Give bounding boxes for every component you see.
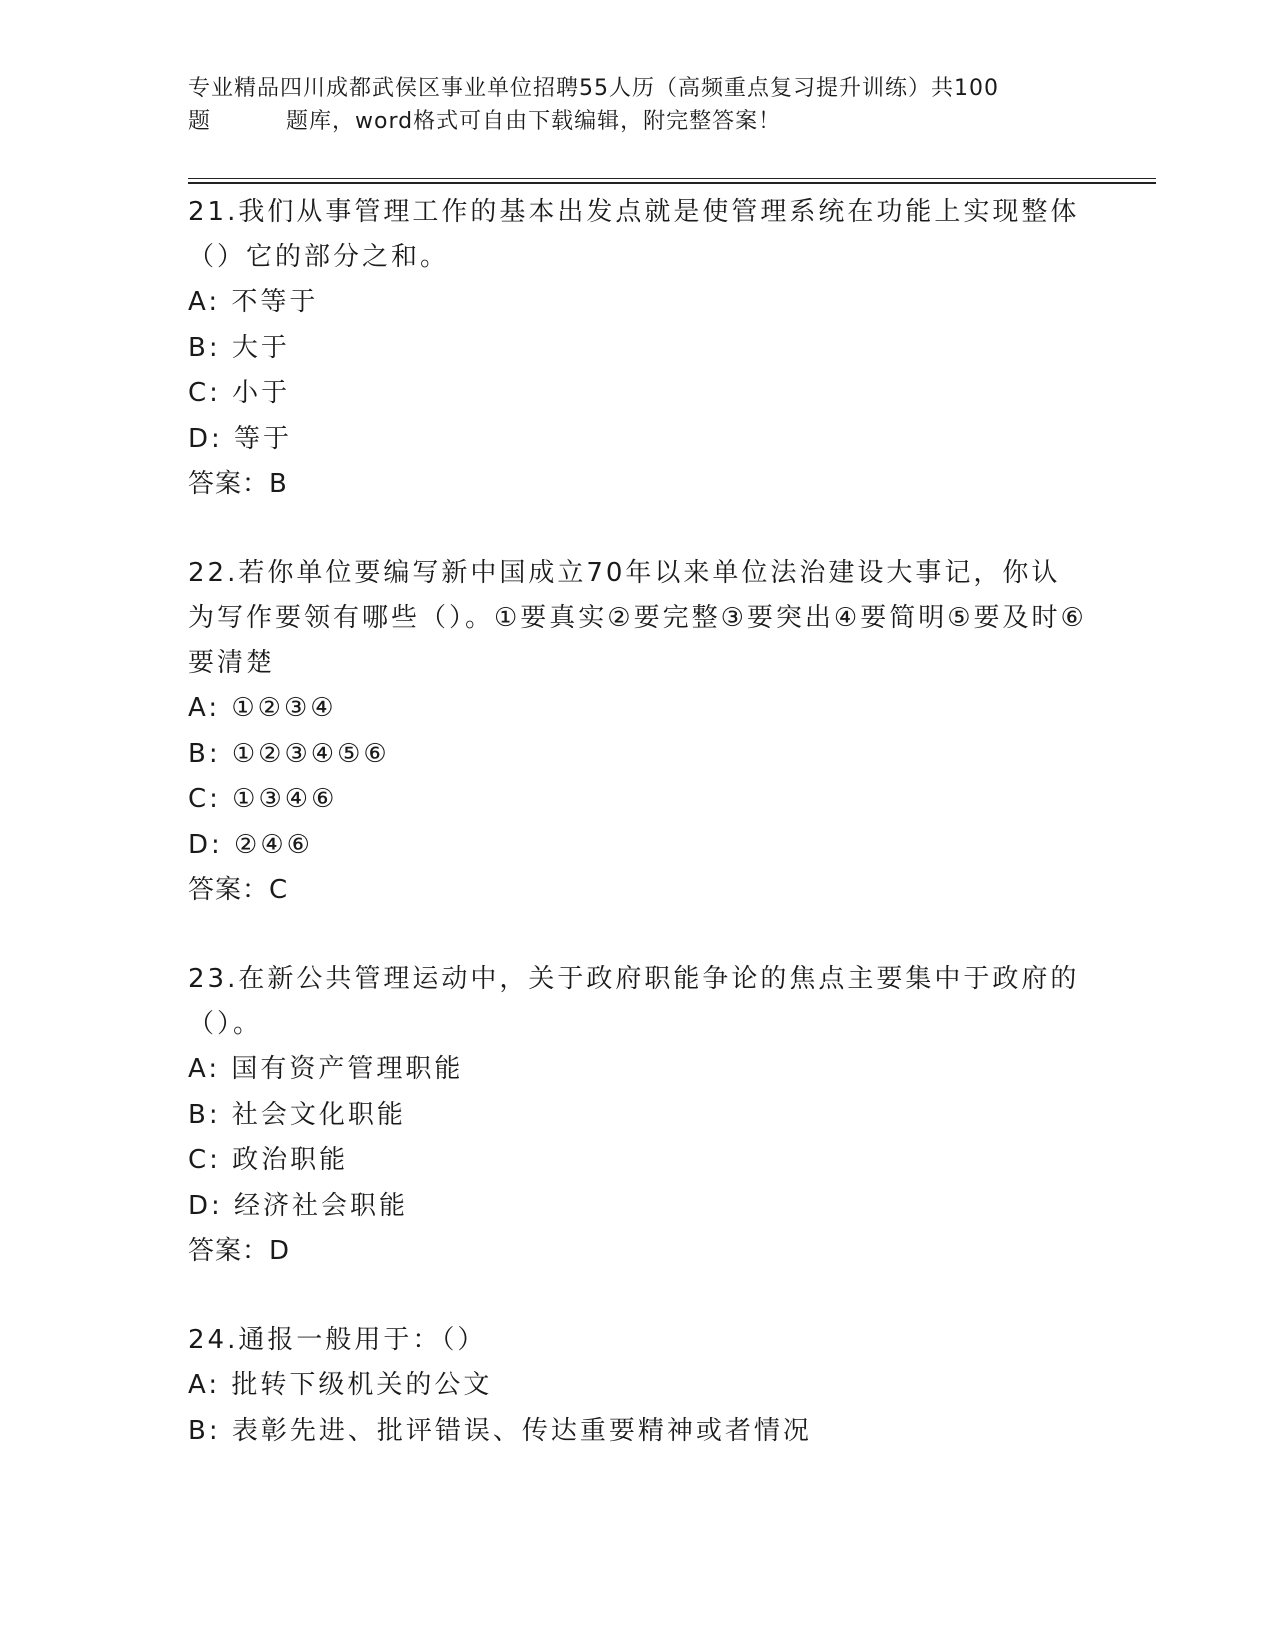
option-a: A: 批转下级机关的公文 xyxy=(188,1370,493,1400)
option-c: C: ①③④⑥ xyxy=(188,784,338,814)
question-21 xyxy=(188,190,1088,507)
option-a: A: 不等于 xyxy=(188,287,319,317)
answer-label: 答案：C xyxy=(188,875,289,905)
question-23 xyxy=(188,957,1088,1274)
header-divider-thick xyxy=(188,182,1156,184)
option-b: B: 大于 xyxy=(188,332,290,363)
header-divider-thin xyxy=(188,178,1156,179)
question-text: 22.若你单位要编写新中国成立70年以来单位法治建设大事记，你认为写作要领有哪些（）。①要真实②要完整③要突出④要简明⑤要及时⑥要清楚 xyxy=(188,558,1087,678)
header-title-line2-right: 题库，word格式可自由下载编辑，附完整答案！ xyxy=(286,109,782,134)
document-header xyxy=(188,72,1068,138)
question-24 xyxy=(188,1318,1088,1454)
answer-label: 答案：D xyxy=(188,1236,291,1266)
answer-label: 答案：B xyxy=(188,469,288,499)
option-d: D: ②④⑥ xyxy=(188,829,313,860)
question-text: 23.在新公共管理运动中，关于政府职能争论的焦点主要集中于政府的（）。 xyxy=(188,964,1080,1039)
option-a: A: 国有资产管理职能 xyxy=(188,1054,464,1084)
header-title-line1: 专业精品四川成都武侯区事业单位招聘55人历（高频重点复习提升训练）共100 xyxy=(188,76,999,101)
option-d: D: 等于 xyxy=(188,423,293,454)
question-list xyxy=(188,190,1088,1498)
question-22 xyxy=(188,551,1088,913)
option-d: D: 经济社会职能 xyxy=(188,1190,409,1221)
header-title-line2-left: 题 xyxy=(188,109,212,134)
option-c: C: 政治职能 xyxy=(188,1145,349,1175)
header-title-line2 xyxy=(188,105,1068,138)
question-text: 24.通报一般用于：（） xyxy=(188,1325,487,1355)
option-a: A: ①②③④ xyxy=(188,693,337,723)
option-b: B: 社会文化职能 xyxy=(188,1099,406,1130)
option-c: C: 小于 xyxy=(188,378,291,408)
question-text: 21.我们从事管理工作的基本出发点就是使管理系统在功能上实现整体（）它的部分之和。 xyxy=(188,197,1080,272)
option-b: B: 表彰先进、批评错误、传达重要精神或者情况 xyxy=(188,1415,812,1446)
option-b: B: ①②③④⑤⑥ xyxy=(188,738,390,769)
